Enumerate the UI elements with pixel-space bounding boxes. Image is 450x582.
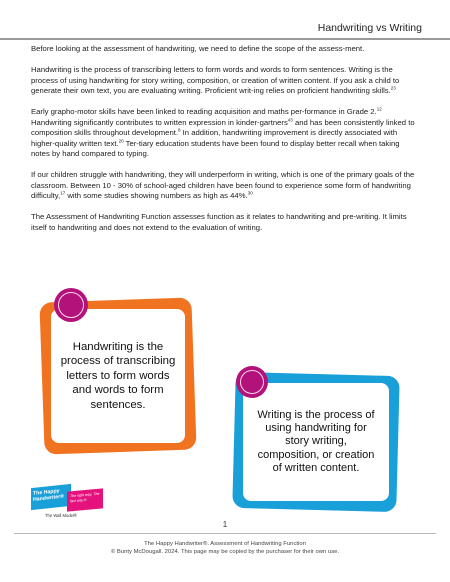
logo-model-text: The Wall Model® (45, 513, 78, 518)
paragraph-difficulty (31, 170, 415, 202)
citation: 17 (60, 190, 66, 196)
paragraph-assessment-scope: The Assessment of Handwriting Function assesses function as it relates to handwriting and pre-writing. It limits itself to handwriting and does not extend to the evaluation of writing. (31, 212, 407, 232)
paragraph-difficulty-text-1: If our children struggle with handwriting, they will underperform in writing, which is one of the primary goals of the classroom. Between 10 - 30% of school-aged children have been found to experience some form of handwriting difficulty, (31, 170, 415, 200)
handwriting-definition-text: Handwriting is the process of transcribing letters to form words and words to form sentences. (60, 340, 176, 411)
handwriting-definition-card (42, 300, 194, 452)
paragraph-research-text-1: Early grapho-motor skills have been linked to reading acquisition and maths per-formance in Grade 2. (31, 107, 377, 116)
circle-badge-icon (54, 288, 88, 322)
paragraph-definitions-text: Handwriting is the process of transcribing letters to form words and words to form sentences. Writing is the process of using handwriting for story writing, composition, or creation of written content. If you ask a child to generate their own text, you are evaluating writing. Proficient writ-ing relies on proficient handwriting skills. (31, 65, 400, 95)
citation: 23 (390, 85, 396, 91)
citation: 8 (178, 127, 181, 133)
page-number: 1 (222, 520, 228, 529)
footer-line-2: © Bunty McDougall. 2024. This page may be copied by the purchaser for their own use. (110, 549, 340, 556)
footer-divider (14, 533, 436, 534)
footer (0, 540, 450, 556)
citation: 30 (247, 190, 253, 196)
paragraph-research-text-5: Ter-tiary education students have been found to display better recall when taking notes by hand compared to typing. (31, 138, 400, 158)
card-inner (243, 383, 389, 501)
writing-definition-card (234, 374, 398, 510)
paragraph-difficulty-text-2: with some studies showing numbers as high as 44%. (65, 191, 248, 200)
paragraph-research-text-4: In addition, handwriting improvement is directly associated with higher-quality written text. (31, 128, 398, 148)
happy-handwriter-logo (31, 486, 111, 522)
logo-brand-block: The Happy Handwriter® (31, 484, 71, 510)
citation: 43 (287, 116, 293, 122)
paragraph-research-text-3: and has been consistently linked to composition skills throughout development. (31, 117, 415, 137)
body-text (31, 44, 415, 244)
citation: 12 (376, 106, 382, 112)
page-header-title: Handwriting vs Writing (317, 22, 422, 34)
paragraph-research (31, 107, 415, 160)
card-inner (51, 309, 185, 443)
citation: 20 (118, 137, 124, 143)
footer-line-1: The Happy Handwriter®. Assessment of Handwriting Function (144, 541, 306, 547)
paragraph-research-text-2: Handwriting significantly contributes to written expression in kinder-gartners (31, 117, 288, 127)
logo-tagline-block: The right way. The fast way.® (67, 488, 103, 511)
paragraph-definitions (31, 65, 415, 97)
header-divider (0, 38, 450, 40)
paragraph-scope: Before looking at the assessment of handwriting, we need to define the scope of the assess-ment. (31, 44, 365, 53)
writing-definition-text: Writing is the process of using handwriting for story writing, composition, or creation of written content. (257, 408, 375, 474)
circle-badge-icon (236, 366, 268, 398)
